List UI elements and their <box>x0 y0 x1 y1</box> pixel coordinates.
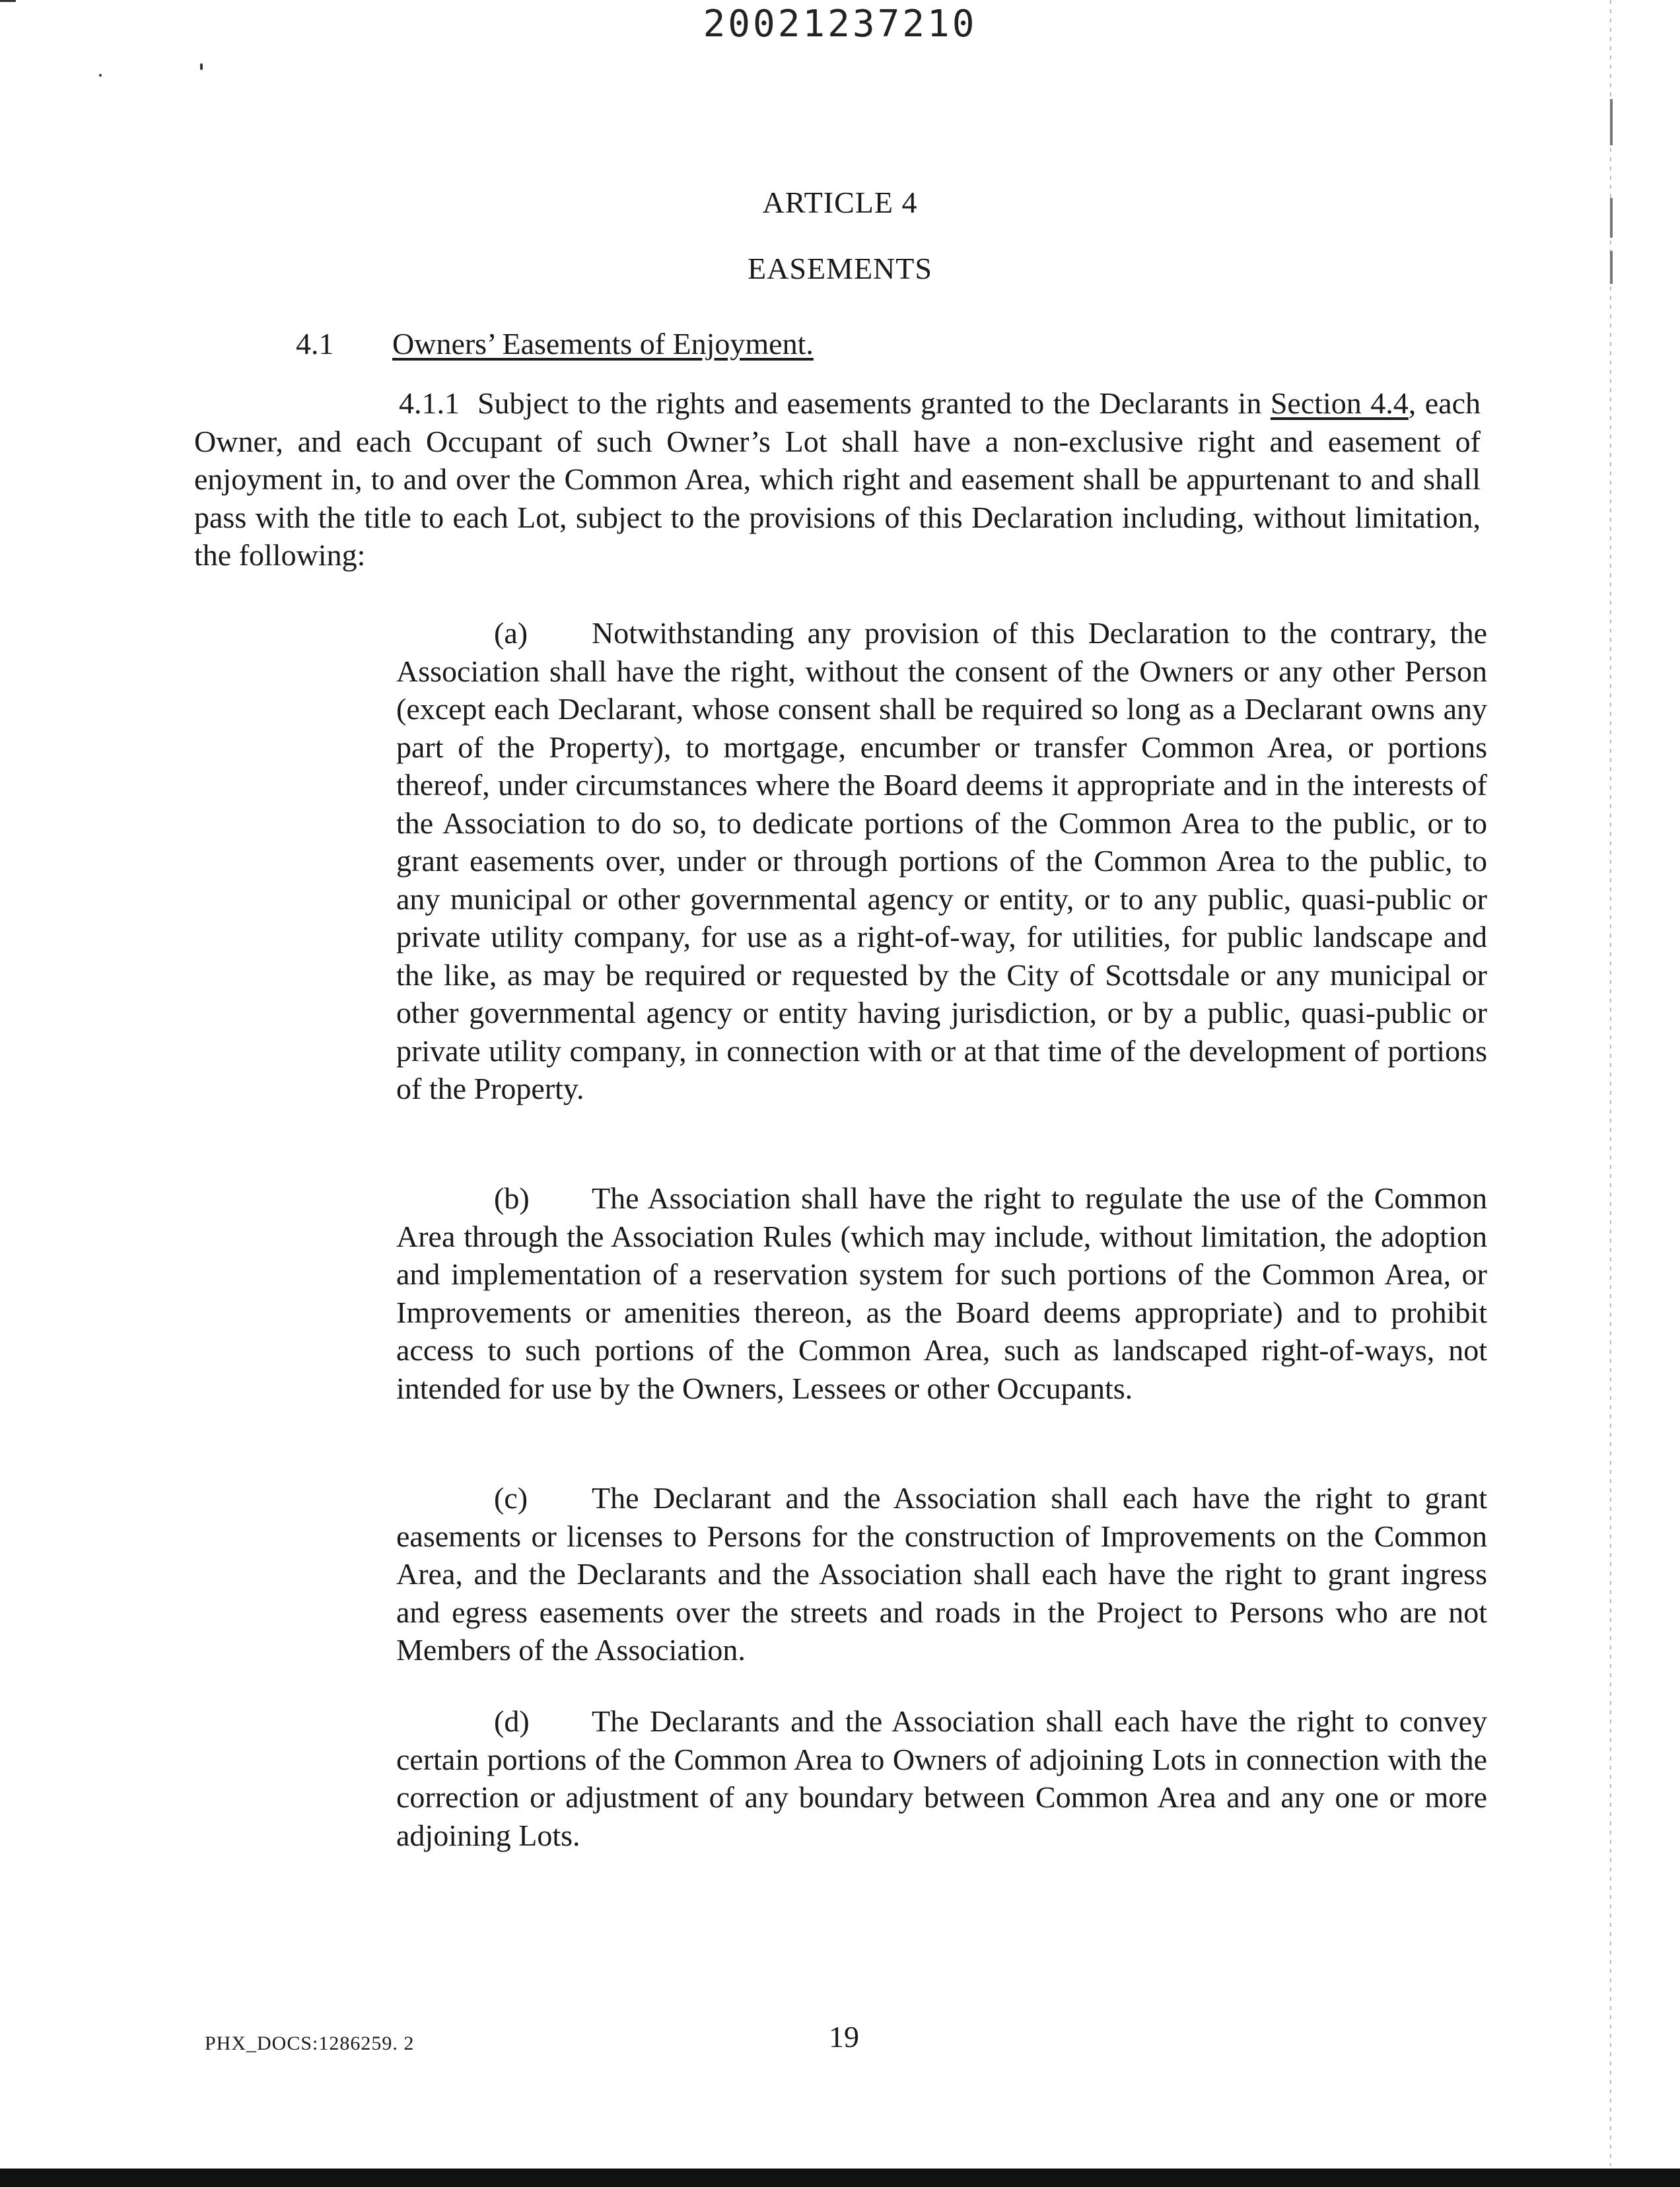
footer-document-id: PHX_DOCS:1286259. 2 <box>205 2032 415 2054</box>
list-item <box>396 1479 1487 1669</box>
item-label: (b) <box>494 1181 530 1215</box>
section-number: 4.1 <box>296 327 334 361</box>
article-title: ARTICLE 4 <box>762 186 918 219</box>
item-label: (c) <box>494 1481 528 1515</box>
subsection-text-lead: Subject to the rights and easements granted to the Declarants in <box>477 386 1262 420</box>
document-number: 20021237210 <box>703 3 977 46</box>
section-title: Owners’ Easements of Enjoyment. <box>392 327 814 361</box>
item-text: The Association shall have the right to regulate the use of the Common Area through the Association Rules (which may include, without limitation, the adoption and implementation of a reservation system for such portions of the Common Area, or Improvements or amenities thereon, as the Board deems appropriate) and to prohibit access to such portions of the Common Area, such as landscaped right-of-ways, not intended for use by the Owners, Lessees or other Occupants. <box>396 1181 1487 1405</box>
scan-corner-mark <box>0 0 16 2</box>
scan-right-edge <box>1610 0 1611 2166</box>
item-text: Notwithstanding any provision of this Declaration to the contrary, the Association shall have the right, without the consent of the Owners or any other Person (except each Declarant, whose consent shall be required so long as a Declarant owns any part of the Property), to mortgage, encumber or transfer Common Area, or portions thereof, under circumstances where the Board deems it appropriate and in the interests of the Association to do so, to dedicate portions of the Common Area to the public, or to grant easements over, under or through portions of the Common Area to the public, to any municipal or other governmental agency or entity, or to any public, quasi-public or private utility company, for use as a right-of-way, for utilities, for public landscape and the like, as may be required or requested by the City of Scottsdale or any municipal or other governmental agency or entity having jurisdiction, or by a public, quasi-public or private utility company, in connection with or at that time of the development of portions of the Property. <box>396 616 1487 1105</box>
subsection-number: 4.1.1 <box>399 386 460 420</box>
item-text: The Declarant and the Association shall each have the right to grant easements or licenses to Persons for the construction of Improvements on the Common Area, and the Declarants and the Association shall each have the right to grant ingress and egress easements over the streets and roads in the Project to Persons who are not Members of the Association. <box>396 1481 1487 1667</box>
list-item <box>396 1179 1487 1407</box>
article-subtitle: EASEMENTS <box>748 252 932 285</box>
page-number: 19 <box>829 2020 859 2054</box>
item-label: (a) <box>494 616 528 650</box>
list-item <box>396 1702 1487 1854</box>
section-reference: Section 4.4 <box>1270 386 1409 420</box>
scan-speck <box>99 74 102 77</box>
subsection-paragraph <box>194 384 1481 574</box>
scan-right-edge-mark <box>1610 99 1613 145</box>
item-label: (d) <box>494 1704 530 1738</box>
list-item <box>396 614 1487 1108</box>
item-text: The Declarants and the Association shall each have the right to convey certain portions of the Common Area to Owners of adjoining Lots in connection with the correction or adjustment of any boundary between Common Area and any one or more adjoining Lots. <box>396 1704 1487 1852</box>
subsection-text-body: , each Owner, and each Occupant of such Owner’s Lot shall have a non-exclusive right and easement of enjoyment in, to and over the Common Area, which right and easement shall be appurtenant to and shall pass with the title to each Lot, subject to the provisions of this Declaration including, without limitation, the following: <box>194 386 1481 572</box>
scan-speck <box>200 63 203 70</box>
scan-bottom-border <box>0 2169 1680 2187</box>
